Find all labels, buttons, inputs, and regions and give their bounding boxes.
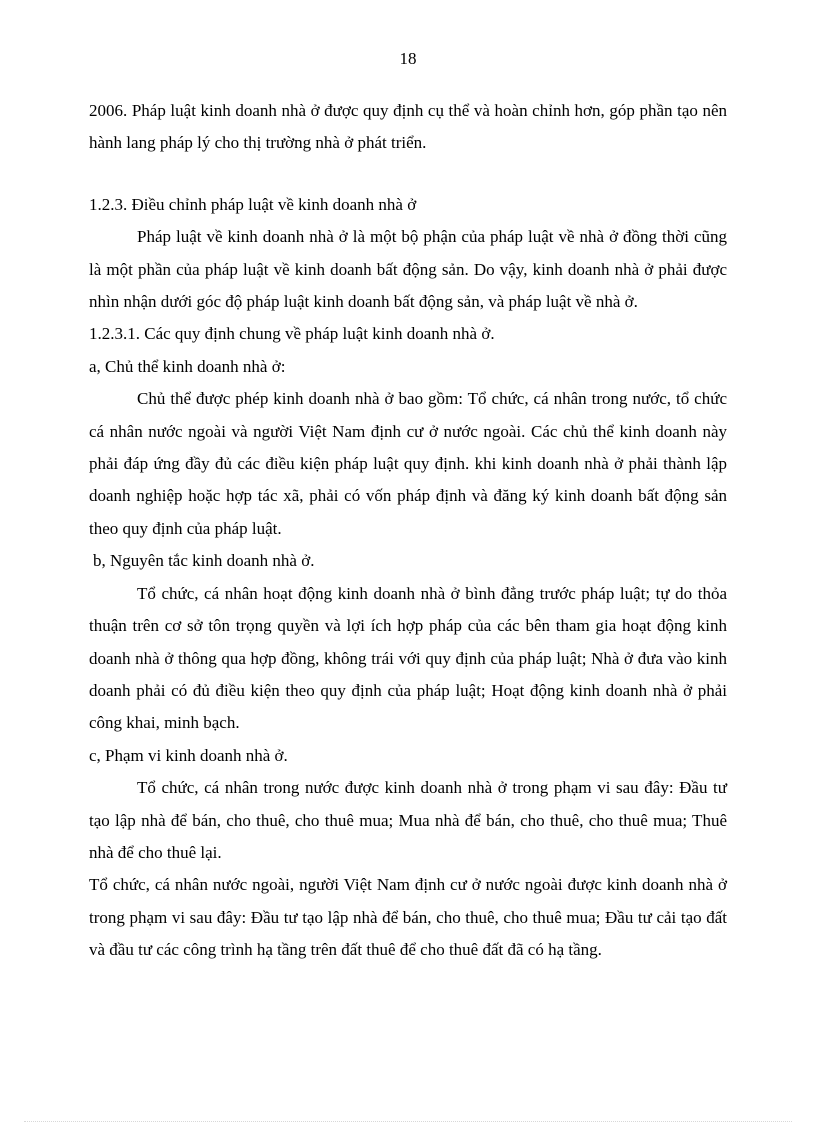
page-number: 18 [399, 49, 417, 68]
section-heading: 1.2.3. Điều chỉnh pháp luật về kinh doanh nhà ở [89, 194, 417, 214]
body-paragraph: Pháp luật về kinh doanh nhà ở là một bộ phận của pháp luật về nhà ở đồng thời cũng là một phần của pháp luật về kinh doanh bất động sản. Do vậy, kinh doanh nhà ở phải được nhìn nhận dưới góc độ pháp luật kinh doanh bất động sản, và pháp luật về nhà ở. [89, 227, 727, 312]
body-paragraph: Tổ chức, cá nhân nước ngoài, người Việt Nam định cư ở nước ngoài được kinh doanh nhà ở trong phạm vi sau đây: Đầu tư tạo lập nhà để bán, cho thuê, cho thuê mua; Đầu tư cải tạo đất và đầu tư các công trình hạ tầng trên đất thuê để cho thuê đất đã có hạ tầng. [89, 875, 727, 960]
subsection-heading: 1.2.3.1. Các quy định chung về pháp luật kinh doanh nhà ở. [89, 324, 495, 344]
item-heading: a, Chủ thể kinh doanh nhà ở: [89, 356, 286, 376]
item-heading: c, Phạm vi kinh doanh nhà ở. [89, 745, 288, 765]
item-heading: b, Nguyên tắc kinh doanh nhà ở. [93, 551, 315, 571]
paragraph-spacer [89, 160, 727, 189]
body-paragraph: Chủ thể được phép kinh doanh nhà ở bao gồm: Tổ chức, cá nhân trong nước, tổ chức cá nhân nước ngoài và người Việt Nam định cư ở nước ngoài. Các chủ thể kinh doanh này phải đáp ứng đầy đủ các điều kiện pháp luật quy định. khi kinh doanh nhà ở phải thành lập doanh nghiệp hoặc hợp tác xã, phải có vốn pháp định và đăng ký kinh doanh bất động sản theo quy định của pháp luật. [89, 389, 727, 538]
body-paragraph: Tổ chức, cá nhân hoạt động kinh doanh nhà ở bình đẳng trước pháp luật; tự do thỏa thuận trên cơ sở tôn trọng quyền và lợi ích hợp pháp của các bên tham gia hoạt động kinh doanh nhà ở thông qua hợp đồng, không trái với quy định của pháp luật; Nhà ở đưa vào kinh doanh phải có đủ điều kiện theo quy định của pháp luật; Hoạt động kinh doanh nhà ở phải công khai, minh bạch. [89, 583, 727, 733]
page-bottom-divider [24, 1121, 792, 1122]
body-paragraph: 2006. Pháp luật kinh doanh nhà ở được quy định cụ thể và hoàn chỉnh hơn, góp phần tạo nên hành lang pháp lý cho thị trường nhà ở phát triển. [89, 101, 727, 153]
body-paragraph: Tổ chức, cá nhân trong nước được kinh doanh nhà ở trong phạm vi sau đây: Đầu tư tạo lập nhà để bán, cho thuê, cho thuê mua; Mua nhà để bán, cho thuê, cho thuê mua; Thuê nhà để cho thuê lại. [89, 778, 727, 862]
document-body [89, 95, 727, 967]
